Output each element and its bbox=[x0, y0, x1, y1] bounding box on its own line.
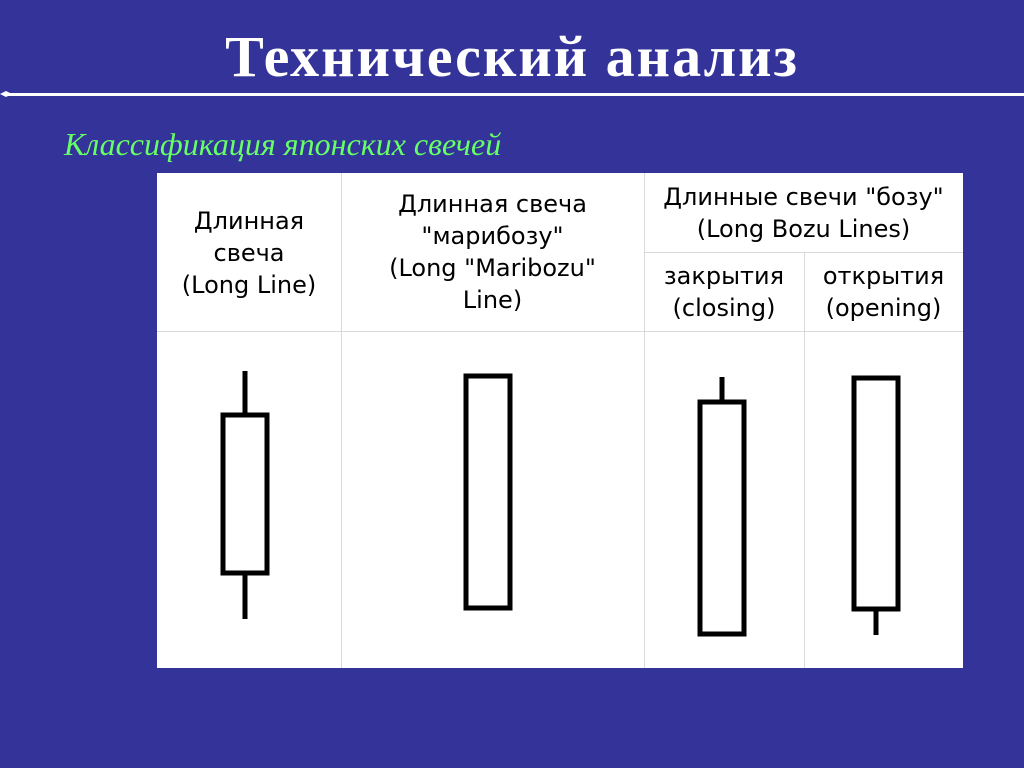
header-long-line-line2: свеча bbox=[213, 239, 285, 267]
candle-body bbox=[854, 378, 898, 609]
bozu-opening-candle bbox=[854, 378, 898, 635]
candle-body bbox=[223, 415, 267, 573]
header-long-marubozu-line3: (Long "Maribozu" bbox=[389, 254, 596, 282]
title-divider bbox=[0, 91, 1024, 97]
candle-body bbox=[700, 402, 744, 634]
long-marubozu-candle bbox=[466, 376, 510, 608]
header-long-line-line3: (Long Line) bbox=[181, 271, 317, 299]
header-long-marubozu-line4: Line) bbox=[462, 286, 523, 314]
header-bozu-closing-line1: закрытия bbox=[663, 262, 785, 290]
candle-body bbox=[466, 376, 510, 608]
header-bozu-opening-line1: открытия bbox=[822, 262, 945, 290]
header-long-bozu-line1: Длинные свечи "бозу" bbox=[663, 183, 944, 211]
header-long-marubozu-line2: "марибозу" bbox=[421, 222, 564, 250]
bozu-closing-candle bbox=[700, 377, 744, 634]
header-long-marubozu-line1: Длинная свеча bbox=[398, 190, 587, 218]
slide-subtitle: Классификация японских свечей bbox=[64, 126, 502, 162]
header-bozu-opening-line2: (opening) bbox=[825, 294, 942, 322]
candle-classification-table bbox=[157, 173, 963, 668]
long-line-candle bbox=[223, 371, 267, 619]
candlestick-diagrams bbox=[157, 173, 963, 668]
header-long-line-line1: Длинная bbox=[193, 207, 305, 235]
header-long-bozu-line2: (Long Bozu Lines) bbox=[696, 215, 911, 243]
slide-title: Технический анализ bbox=[225, 24, 799, 89]
header-bozu-closing-line2: (closing) bbox=[672, 294, 776, 322]
